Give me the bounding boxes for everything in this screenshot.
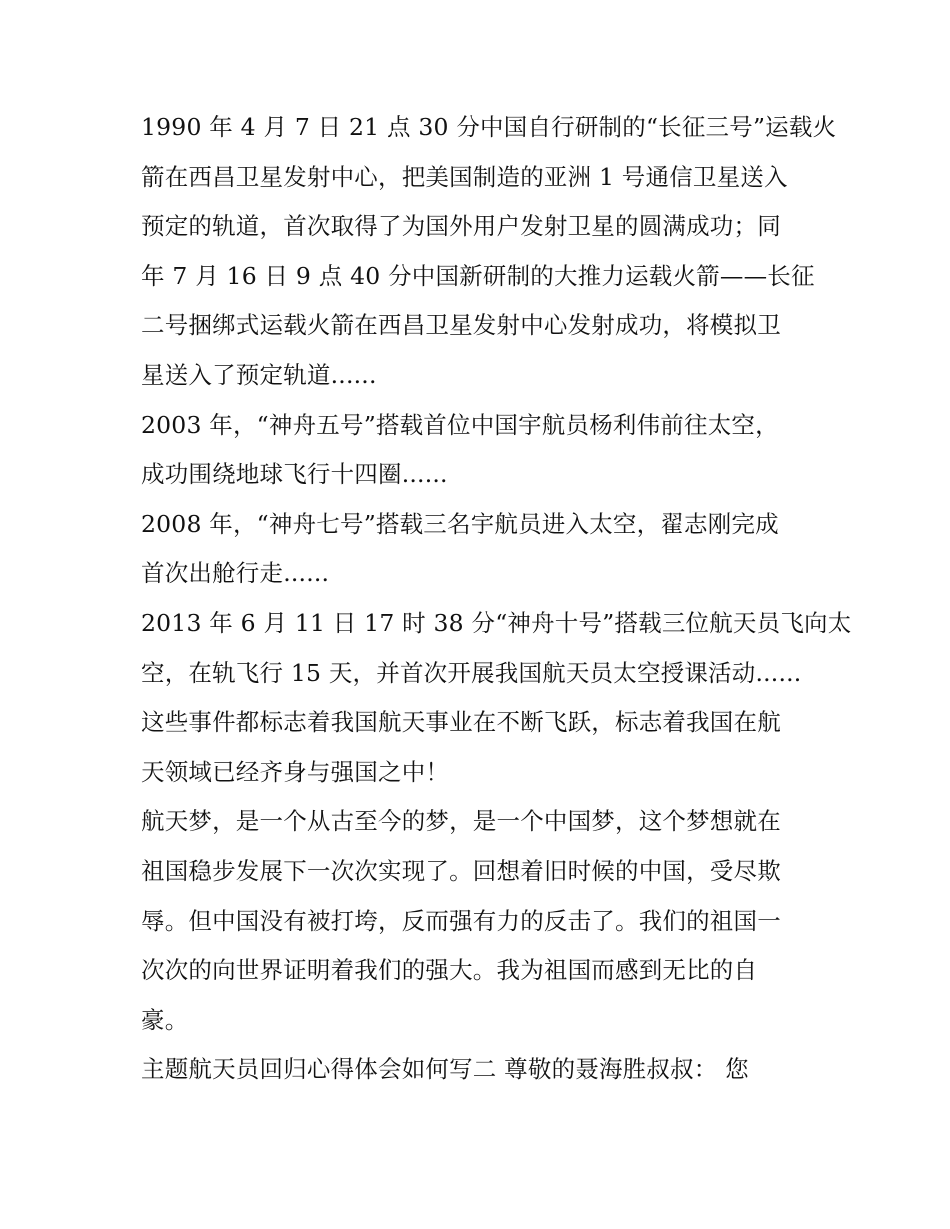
text-line: 豪。: [141, 1005, 189, 1034]
text-line: 成功围绕地球飞行十四圈......: [141, 460, 448, 489]
text-line: 航天梦，是一个从古至今的梦，是一个中国梦，这个梦想就在: [141, 807, 781, 836]
text-line: 预定的轨道，首次取得了为国外用户发射卫星的圆满成功；同: [141, 212, 781, 241]
text-line: 箭在西昌卫星发射中心，把美国制造的亚洲 1 号通信卫星送入: [141, 162, 788, 191]
document-body: [141, 103, 852, 1095]
text-line: 首次出舱行走......: [141, 559, 330, 588]
text-line: 年 7 月 16 日 9 点 40 分中国新研制的大推力运载火箭——长征: [141, 261, 815, 290]
text-line: 这些事件都标志着我国航天事业在不断飞跃，标志着我国在航: [141, 708, 781, 737]
text-line: 星送入了预定轨道......: [141, 360, 377, 389]
text-line: 祖国稳步发展下一次次实现了。回想着旧时候的中国，受尽欺: [141, 856, 781, 885]
text-line: 2008 年，“神舟七号”搭载三名宇航员进入太空，翟志刚完成: [141, 509, 779, 538]
text-line: 天领域已经齐身与强国之中！: [141, 757, 450, 786]
text-line: 2003 年，“神舟五号”搭载首位中国宇航员杨利伟前往太空，: [141, 410, 779, 439]
text-line: 空，在轨飞行 15 天，并首次开展我国航天员太空授课活动......: [141, 658, 802, 687]
text-line: 2013 年 6 月 11 日 17 时 38 分“神舟十号”搭载三位航天员飞向太: [141, 608, 852, 637]
text-line: 二号捆绑式运载火箭在西昌卫星发射中心发射成功，将模拟卫: [141, 311, 781, 340]
text-line: 辱。但中国没有被打垮，反而强有力的反击了。我们的祖国一: [141, 906, 781, 935]
text-line: 1990 年 4 月 7 日 21 点 30 分中国自行研制的“长征三号”运载火: [141, 113, 837, 141]
text-line: 主题航天员回归心得体会如何写二 尊敬的聂海胜叔叔： 您: [141, 1055, 749, 1084]
text-line: 次次的向世界证明着我们的强大。我为祖国而感到无比的自: [141, 956, 758, 985]
